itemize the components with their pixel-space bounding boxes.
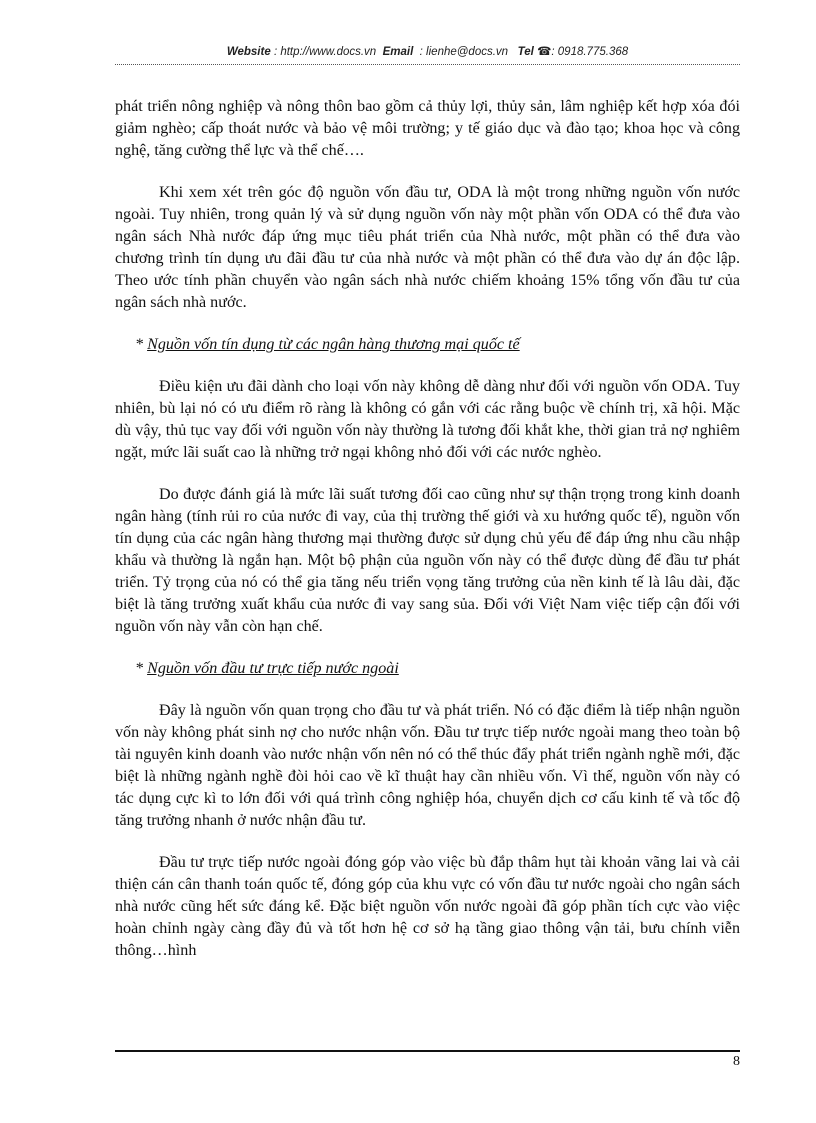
- page-header: [115, 44, 740, 58]
- website-label: Website: [226, 46, 271, 58]
- paragraph-5: Đây là nguồn vốn quan trọng cho đầu tư và phát triển. Nó có đặc điểm là tiếp nhận nguồn vốn này không phát sinh nợ cho nước nhận vốn. Đầu tư trực tiếp nước ngoài mang theo toàn bộ tài nguyên kinh doanh vào nước nhận vốn nên nó có thể thúc đẩy phát triển ngành nghề mới, đặc biệt là những ngành nghề đòi hỏi cao về kĩ thuật hay cần nhiều vốn. Vì thế, nguồn vốn này có tác dụng cực kì to lớn đối với quá trình công nghiệp hóa, chuyển dịch cơ cấu kinh tế và tốc độ tăng trưởng nhanh ở nước nhận đầu tư.: [115, 702, 740, 829]
- email-value: : lienhe@docs.vn: [419, 46, 509, 58]
- section-heading-commercial-credit: [135, 334, 740, 356]
- paragraph-1: phát triển nông nghiệp và nông thôn bao gồm cả thủy lợi, thủy sản, lâm nghiệp kết hợp xóa đói giảm nghèo; cấp thoát nước và bảo vệ môi trường; y tế giáo dục và đào tạo; khoa học và công nghệ, tăng cường thể lực và thể chế….: [115, 98, 740, 159]
- heading-text: Nguồn vốn tín dụng từ các ngân hàng thương mại quốc tế: [147, 336, 520, 353]
- header-divider: [115, 64, 740, 65]
- website-value: : http://www.docs.vn: [273, 46, 377, 58]
- paragraph-4: Do được đánh giá là mức lãi suất tương đối cao cũng như sự thận trọng trong kinh doanh ngân hàng (tính rủi ro của nước đi vay, của thị trường thế giới và xu hướng quốc tế), nguồn vốn tín dụng của các ngân hàng thương mại thường được sử dụng chủ yếu để đáp ứng nhu cầu nhập khẩu và thường là ngắn hạn. Một bộ phận của nguồn vốn này có thể được dùng để đầu tư phát triển. Tỷ trọng của nó có thể gia tăng nếu triển vọng tăng trưởng của nền kinh tế là lâu dài, đặc biệt là tăng trưởng xuất khẩu của nước đi vay sang sủa. Đối với Việt Nam việc tiếp cận đối với nguồn vốn này vẫn còn hạn chế.: [115, 486, 740, 635]
- tel-value: : 0918.775.368: [551, 46, 629, 58]
- heading-text: Nguồn vốn đầu tư trực tiếp nước ngoài: [147, 660, 399, 677]
- heading-bullet: *: [135, 660, 144, 677]
- paragraph-6: Đầu tư trực tiếp nước ngoài đóng góp vào việc bù đắp thâm hụt tài khoản vãng lai và cải thiện cán cân thanh toán quốc tế, đóng góp của khu vực có vốn đầu tư nước ngoài cho ngân sách nhà nước cũng hết sức đáng kể. Đặc biệt nguồn vốn nước ngoài đã góp phần tích cực vào việc hoàn chỉnh ngày càng đầy đủ và tốt hơn hệ cơ sở hạ tầng giao thông vận tải, bưu chính viễn thông…hình: [115, 854, 740, 959]
- phone-icon: ☎: [537, 46, 552, 58]
- email-label: Email: [382, 46, 414, 58]
- tel-label: Tel: [517, 46, 534, 58]
- paragraph-3: Điều kiện ưu đãi dành cho loại vốn này không dễ dàng như đối với nguồn vốn ODA. Tuy nhiên, bù lại nó có ưu điểm rõ ràng là không có gắn với các rằng buộc về chính trị, xã hội. Mặc dù vậy, thủ tục vay đối với nguồn vốn này thường là tương đối khắt khe, thời gian trả nợ nghiêm ngặt, mức lãi suất cao là những trở ngại không nhỏ đối với các nước nghèo.: [115, 378, 740, 461]
- paragraph-2: Khi xem xét trên góc độ nguồn vốn đầu tư, ODA là một trong những nguồn vốn nước ngoài. Tuy nhiên, trong quản lý và sử dụng nguồn vốn này một phần vốn ODA có thể đưa vào ngân sách Nhà nước đáp ứng mục tiêu phát triển của Nhà nước, một phần có thể đưa vào chương trình tín dụng ưu đãi đầu tư của nhà nước và một phần có thể đưa vào dự án độc lập. Theo ước tính phần chuyển vào ngân sách nhà nước chiếm khoảng 15% tổng vốn đầu tư của ngân sách nhà nước.: [115, 184, 740, 311]
- document-body: [115, 96, 740, 962]
- page-number: 8: [733, 1054, 740, 1069]
- section-heading-fdi: [135, 658, 740, 680]
- heading-bullet: *: [135, 336, 144, 353]
- footer-divider: [115, 1050, 740, 1052]
